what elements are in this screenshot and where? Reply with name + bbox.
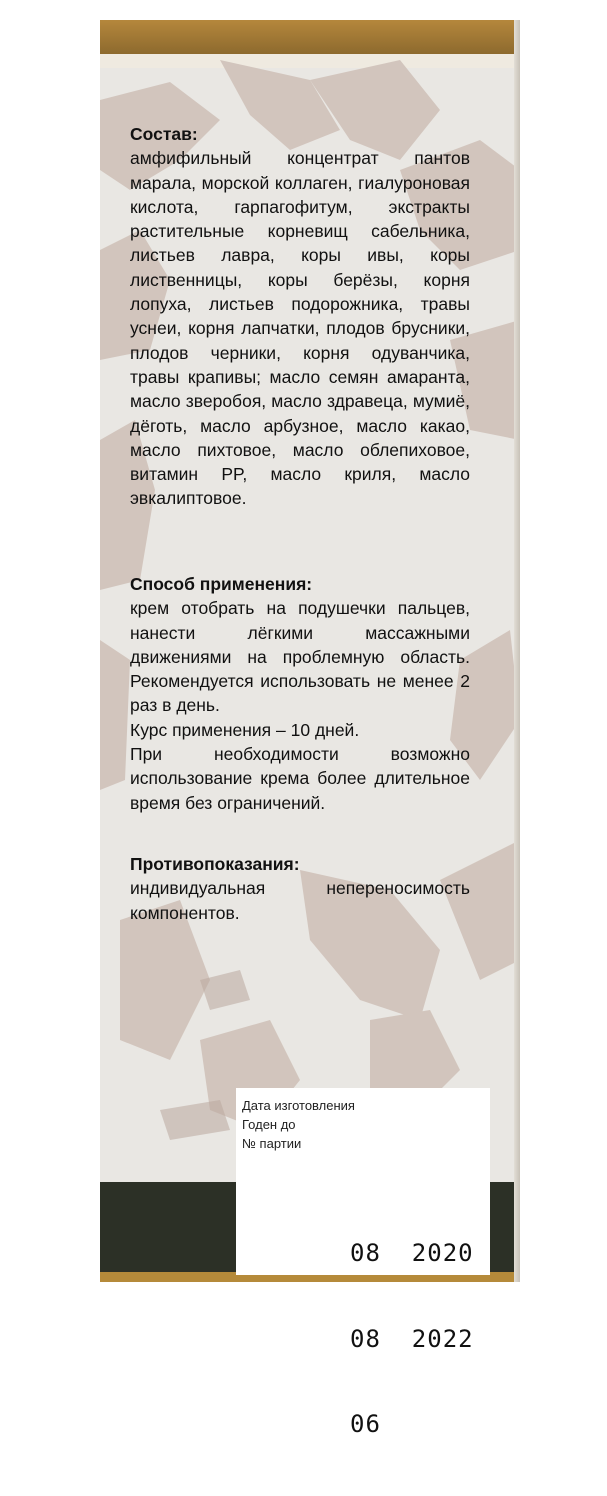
- manufacture-date-value: 08 2020: [350, 1239, 474, 1267]
- contraindications-heading: Противопоказания:: [130, 854, 300, 874]
- stamp-labels: [242, 1096, 355, 1153]
- manufacture-date-label: Дата изготовления: [242, 1098, 355, 1113]
- batch-number-label: № партии: [242, 1136, 302, 1151]
- usage-heading: Способ применения:: [130, 574, 313, 594]
- usage-section: [130, 572, 470, 815]
- expiry-date-value: 08 2022: [350, 1324, 474, 1353]
- contraindications-section: [130, 852, 470, 925]
- usage-course: Курс применения – 10 дней.: [130, 719, 360, 740]
- usage-text: крем отобрать на подушечки пальцев, нанести лёгкими массажными движениями на проблемную область. Рекомендуется использовать не менее 2 раз в день.: [130, 598, 470, 716]
- box-right-edge: [514, 20, 520, 1282]
- stamp-values: [350, 1182, 474, 1496]
- composition-heading: Состав:: [130, 124, 198, 144]
- date-stamp-box: [236, 1088, 490, 1438]
- contraindications-text: индивидуальная непереносимость компонентов.: [130, 878, 470, 923]
- composition-text: амфифильный концентрат пантов марала, морской коллаген, гиалуроновая кислота, гарпагофитум, экстракты растительные корневищ сабельника, листьев лавра, коры ивы, коры лиственницы, коры берёзы, корня лопуха, листьев подорожника, травы уснеи, корня лапчатки, плодов брусники, плодов черники, корня одуванчика, травы крапивы; масло семян амаранта, масло зверобоя, масло здравеца, мумиё, дёготь, масло арбузное, масло какао, масло пихтовое, масло облепиховое, витамин PP, масло криля, масло эвкалиптовое.: [130, 148, 470, 509]
- expiry-date-label: Годен до: [242, 1117, 296, 1132]
- composition-section: [130, 122, 470, 511]
- batch-number-value: 06: [350, 1410, 381, 1438]
- usage-extra: При необходимости возможно использование крема более длительное время без ограничений.: [130, 744, 470, 813]
